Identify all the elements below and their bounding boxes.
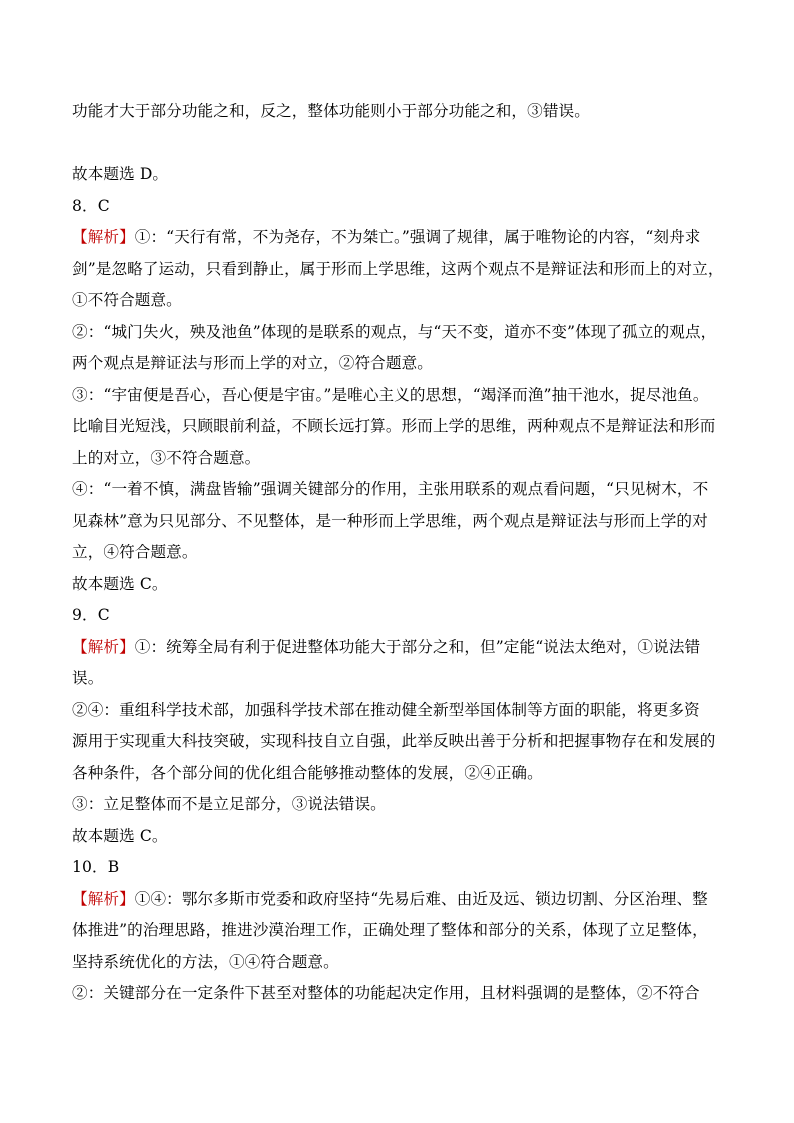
line-text: 误。	[72, 669, 104, 687]
text-line	[72, 852, 724, 884]
text-line	[72, 695, 724, 727]
text-line	[72, 317, 724, 349]
text-line	[72, 600, 724, 632]
text-line	[72, 443, 724, 475]
line-text: ①④：鄂尔多斯市党委和政府坚持“先易后难、由近及远、锁边切割、分区治理、整	[134, 889, 708, 908]
text-line	[72, 506, 724, 538]
line-text: ②④：重组科学技术部，加强科学技术部在推动健全新型举国体制等方面的职能，将更多资	[72, 700, 700, 719]
text-line	[72, 569, 724, 601]
text-line	[72, 915, 724, 947]
text-line	[72, 789, 724, 821]
analysis-tag: 【解析】	[72, 637, 135, 656]
line-text: 两个观点是辩证法与形而上学的对立，②符合题意。	[72, 354, 433, 372]
answer-explanations	[72, 96, 724, 1010]
line-text: 故本题选 C。	[72, 574, 168, 593]
line-text: 立，④符合题意。	[72, 543, 198, 561]
text-line	[72, 726, 724, 758]
text-line	[72, 159, 724, 191]
line-text: 比喻目光短浅，只顾眼前利益，不顾长远打算。形而上学的思维，两种观点不是辩证法和形而	[72, 417, 716, 435]
text-line	[72, 632, 724, 664]
line-text: ②：“城门失火，殃及池鱼”体现的是联系的观点，与“天不变，道亦不变”体现了孤立的观点，	[72, 322, 717, 341]
paragraph-gap	[72, 128, 724, 160]
line-text: 各种条件，各个部分间的优化组合能够推动整体的发展，②④正确。	[72, 763, 543, 782]
text-line	[72, 663, 724, 695]
text-line	[72, 537, 724, 569]
line-text: 故本题选 D。	[72, 165, 169, 183]
text-line	[72, 978, 724, 1010]
line-text: 源用于实现重大科技突破，实现科技自立自强，此举反映出善于分析和把握事物存在和发展的	[72, 732, 716, 750]
text-line	[72, 96, 724, 128]
line-text: 剑”是忽略了运动，只看到静止，属于形而上学思维，这两个观点不是辩证法和形而上的对立，	[72, 259, 724, 278]
text-line	[72, 411, 724, 443]
line-text: 上的对立，③不符合题意。	[72, 448, 261, 467]
text-line	[72, 821, 724, 853]
line-text: ③：“宇宙便是吾心，吾心便是宇宙。”是唯心主义的思想，“竭泽而渔”抽干池水，捉尽池鱼。	[72, 385, 709, 404]
line-text: 9．C	[72, 606, 110, 624]
text-line	[72, 254, 724, 286]
text-line	[72, 474, 724, 506]
line-text: ①：“天行有常，不为尧存，不为桀亡。”强调了规律，属于唯物论的内容，“刻舟求	[134, 228, 701, 246]
text-line	[72, 380, 724, 412]
text-line	[72, 191, 724, 223]
line-text: 坚持系统优化的方法，①④符合题意。	[72, 952, 339, 971]
analysis-tag: 【解析】	[72, 228, 135, 246]
line-text: 体推进”的治理思路，推进沙漠治理工作，正确处理了整体和部分的关系，体现了立足整体，	[72, 921, 708, 939]
line-text: 8．C	[72, 196, 110, 215]
line-text: 功能才大于部分功能之和，反之，整体功能则小于部分功能之和，③错误。	[72, 102, 590, 120]
text-line	[72, 947, 724, 979]
analysis-tag: 【解析】	[72, 889, 135, 908]
line-text: ①不符合题意。	[72, 291, 182, 309]
line-text: 见森林”意为只见部分、不见整体，是一种形而上学思维，两个观点是辩证法与形而上学的对	[72, 511, 708, 530]
line-text: ③：立足整体而不是立足部分，③说法错误。	[72, 795, 386, 813]
line-text: 故本题选 C。	[72, 826, 168, 845]
text-line	[72, 758, 724, 790]
text-line	[72, 285, 724, 317]
line-text: ②：关键部分在一定条件下甚至对整体的功能起决定作用，且材料强调的是整体，②不符合	[72, 984, 700, 1002]
line-text: ④：“一着不慎，满盘皆输”强调关键部分的作用，主张用联系的观点看问题，“只见树木，不	[72, 480, 709, 498]
line-text: ①：统筹全局有利于促进整体功能大于部分之和，但”定能“说法太绝对，①说法错	[134, 637, 701, 656]
text-line	[72, 222, 724, 254]
text-line	[72, 348, 724, 380]
line-text: 10．B	[72, 858, 120, 876]
text-line	[72, 884, 724, 916]
